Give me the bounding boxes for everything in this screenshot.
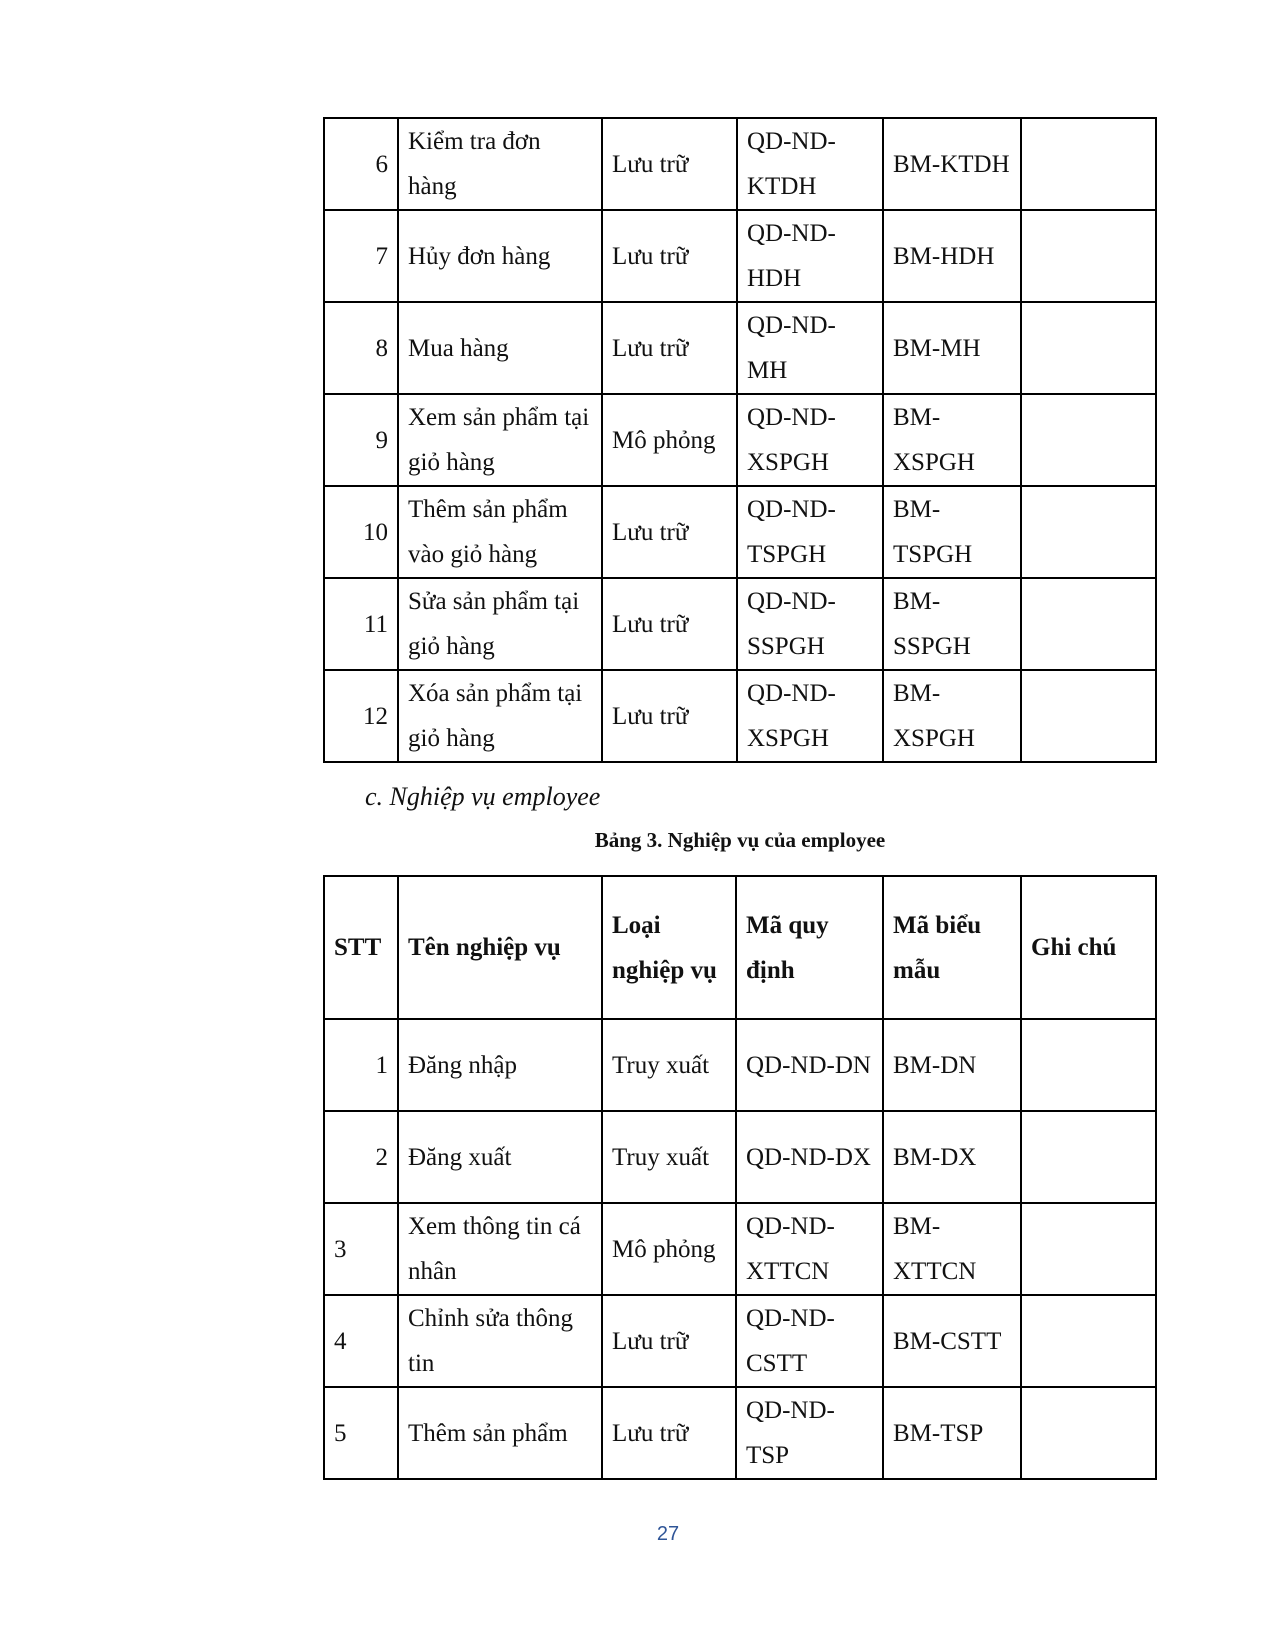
cell-ghi-chu [1021,394,1156,486]
table-header-row [324,876,1156,1019]
header-ma-qd: Mã quy định [736,876,883,1019]
cell-ma-bm: BM-HDH [883,210,1021,302]
header-loai: Loại nghiệp vụ [602,876,736,1019]
cell-ma-qd: QD-ND-CSTT [736,1295,883,1387]
cell-ten: Thêm sản phẩm [398,1387,602,1479]
cell-ma-qd: QD-ND-SSPGH [737,578,883,670]
cell-stt: 11 [324,578,398,670]
table-caption: Bảng 3. Nghiệp vụ của employee [594,828,886,852]
cell-ten: Mua hàng [398,302,602,394]
table-row [324,210,1156,302]
cell-ma-bm: BM-XSPGH [883,670,1021,762]
cell-ma-qd: QD-ND-DX [736,1111,883,1203]
table-employee [323,875,1157,1480]
cell-ghi-chu [1021,1019,1156,1111]
cell-ten: Sửa sản phẩm tại giỏ hàng [398,578,602,670]
cell-ma-bm: BM-DX [883,1111,1021,1203]
cell-loai: Lưu trữ [602,670,737,762]
cell-loai: Lưu trữ [602,578,737,670]
cell-ghi-chu [1021,486,1156,578]
cell-ghi-chu [1021,1387,1156,1479]
cell-loai: Truy xuất [602,1019,736,1111]
cell-loai: Lưu trữ [602,210,737,302]
cell-ma-qd: QD-ND-TSP [736,1387,883,1479]
cell-ma-qd: QD-ND-KTDH [737,118,883,210]
cell-ma-bm: BM-MH [883,302,1021,394]
cell-ten: Chỉnh sửa thông tin [398,1295,602,1387]
cell-stt: 4 [324,1295,398,1387]
header-ghi-chu: Ghi chú [1021,876,1156,1019]
cell-ghi-chu [1021,302,1156,394]
cell-stt: 8 [324,302,398,394]
cell-loai: Lưu trữ [602,302,737,394]
table-row [324,1387,1156,1479]
cell-loai: Lưu trữ [602,1387,736,1479]
table-row [324,1295,1156,1387]
page-number: 27 [656,1523,680,1545]
table-row [324,670,1156,762]
cell-ten: Đăng xuất [398,1111,602,1203]
cell-ma-bm: BM-TSP [883,1387,1021,1479]
cell-ten: Thêm sản phẩm vào giỏ hàng [398,486,602,578]
cell-stt: 3 [324,1203,398,1295]
cell-stt: 7 [324,210,398,302]
cell-loai: Mô phỏng [602,1203,736,1295]
table-customer-continued [323,117,1157,763]
section-heading: c. Nghiệp vụ employee [365,782,601,811]
cell-ten: Hủy đơn hàng [398,210,602,302]
cell-ten: Xem sản phẩm tại giỏ hàng [398,394,602,486]
cell-stt: 12 [324,670,398,762]
cell-stt: 10 [324,486,398,578]
cell-ghi-chu [1021,670,1156,762]
table-row [324,1203,1156,1295]
cell-stt: 5 [324,1387,398,1479]
cell-ma-bm: BM-SSPGH [883,578,1021,670]
table-row [324,302,1156,394]
table-row [324,1019,1156,1111]
cell-loai: Truy xuất [602,1111,736,1203]
header-ma-bm: Mã biểu mẫu [883,876,1021,1019]
table-row [324,118,1156,210]
cell-ten: Đăng nhập [398,1019,602,1111]
cell-ghi-chu [1021,578,1156,670]
cell-ma-bm: BM-KTDH [883,118,1021,210]
cell-ma-qd: QD-ND-XTTCN [736,1203,883,1295]
cell-ma-qd: QD-ND-MH [737,302,883,394]
cell-ghi-chu [1021,118,1156,210]
cell-loai: Lưu trữ [602,1295,736,1387]
cell-ghi-chu [1021,210,1156,302]
cell-ten: Xem thông tin cá nhân [398,1203,602,1295]
cell-ten: Kiểm tra đơn hàng [398,118,602,210]
cell-loai: Mô phỏng [602,394,737,486]
cell-ten: Xóa sản phẩm tại giỏ hàng [398,670,602,762]
cell-stt: 2 [324,1111,398,1203]
cell-ma-qd: QD-ND-HDH [737,210,883,302]
cell-stt: 1 [324,1019,398,1111]
cell-stt: 9 [324,394,398,486]
cell-ma-bm: BM-DN [883,1019,1021,1111]
cell-ma-qd: QD-ND-XSPGH [737,670,883,762]
table-row [324,1111,1156,1203]
table-row [324,578,1156,670]
cell-ghi-chu [1021,1203,1156,1295]
cell-ma-bm: BM-XSPGH [883,394,1021,486]
table-row [324,486,1156,578]
cell-loai: Lưu trữ [602,486,737,578]
cell-ma-qd: QD-ND-XSPGH [737,394,883,486]
cell-ma-qd: QD-ND-TSPGH [737,486,883,578]
cell-ma-qd: QD-ND-DN [736,1019,883,1111]
cell-ma-bm: BM-TSPGH [883,486,1021,578]
header-stt: STT [324,876,398,1019]
cell-ma-bm: BM-XTTCN [883,1203,1021,1295]
cell-loai: Lưu trữ [602,118,737,210]
cell-ma-bm: BM-CSTT [883,1295,1021,1387]
table-row [324,394,1156,486]
header-ten: Tên nghiệp vụ [398,876,602,1019]
cell-ghi-chu [1021,1295,1156,1387]
cell-stt: 6 [324,118,398,210]
cell-ghi-chu [1021,1111,1156,1203]
